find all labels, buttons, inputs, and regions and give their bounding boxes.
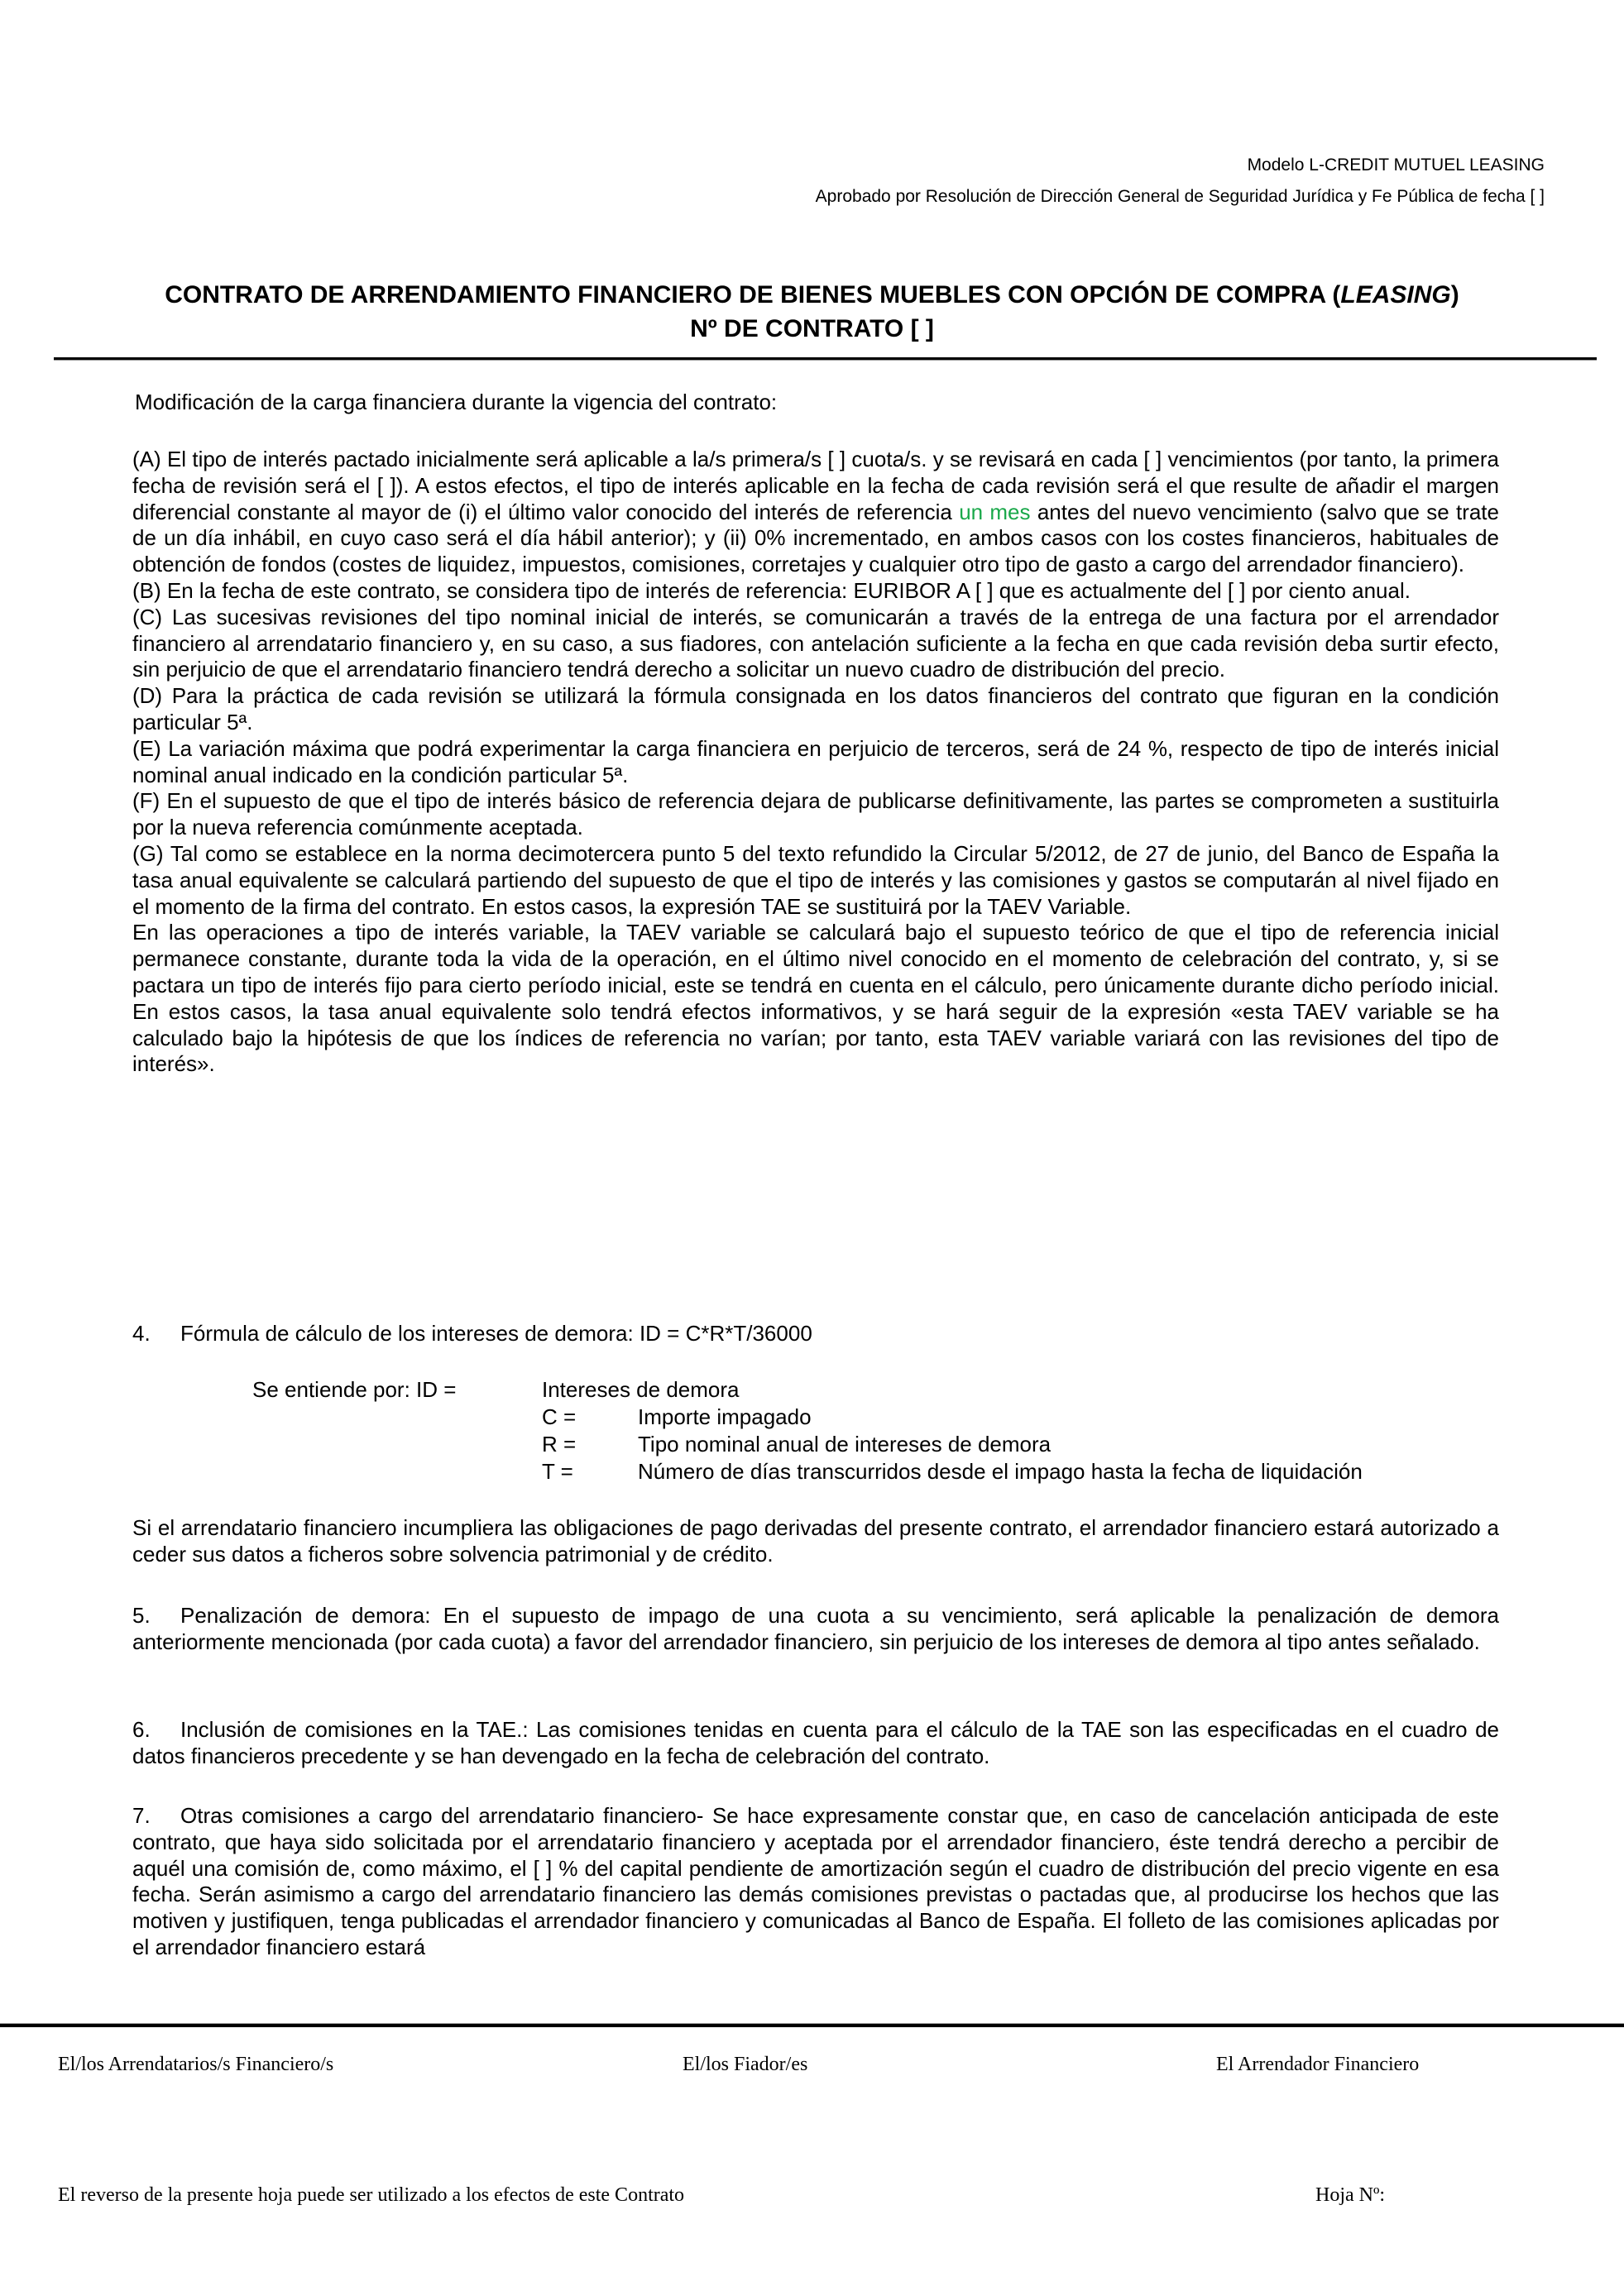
definition-row [252,1431,1363,1458]
item-7-other-fees [132,1803,1499,1961]
header-divider [54,357,1597,361]
item-6-tae [132,1717,1499,1770]
clause-e: (E) La variación máxima que podrá experimentar la carga financiera en perjuicio de terceros, será de 24 %, respecto de tipo de interés inicial nominal anual indicado en la condición particular 5ª. [132,735,1499,787]
spacer [252,1404,542,1431]
item-number: 5. [132,1603,151,1628]
signature-lessor-label: El Arrendador Financiero [1216,2054,1420,2075]
item-5-text: Penalización de demora: En el supuesto de impago de una cuota a su vencimiento, será aplicable la penalización de demora anteriormente mencionada (por cada cuota) a favor del arrendador financiero, sin perjuicio de los intereses de demora al tipo antes señalado. [132,1603,1499,1654]
clause-c: (C) Las sucesivas revisiones del tipo nominal inicial de interés, se comunicarán a través de la entrega de una factura por el arrendador financiero al arrendatario financiero y, en su caso, a sus fiadores, con antelación suficiente a la fecha en que cada revisión deba surtir efecto, sin perjuicio de que el arrendatario financiero tendrá derecho a solicitar un nuevo cuadro de distribución del precio. [132,604,1499,682]
signature-guarantor-label: El/los Fiador/es [683,2054,808,2075]
definition-symbol: C = [542,1404,577,1429]
clause-d: (D) Para la práctica de cada revisión se utilizará la fórmula consignada en los datos financieros del contrato que figuran en la condición particular 5ª. [132,683,1499,734]
clause-taev: En las operaciones a tipo de interés variable, la TAEV variable se calculará bajo el supuesto teórico de que el tipo de referencia inicial permanece constante, durante toda la vida de la operación, en el último nivel conocido en el momento de celebración del contrato, y, si se pactara un tipo de interés fijo para cierto período inicial, este se tendrá en cuenta en el cálculo, pero únicamente durante dicho período inicial. En estos casos, la tasa anual equivalente solo tendrá efectos informativos, y se hará seguir de la expresión «esta TAEV variable se ha calculado bajo la hipótesis de que los índices de referencia no varían; por tanto, esta TAEV variable variará con las revisiones del tipo de interés». [132,920,1499,1077]
formula-definitions [252,1376,1363,1485]
highlighted-text-un-mes: un mes [959,499,1031,524]
data-sharing-paragraph: Si el arrendatario financiero incumpliera las obligaciones de pago derivadas del presente contrato, el arrendador financiero estará autorizado a ceder sus datos a ficheros sobre solvencia patrimonial y de crédito. [132,1515,1499,1567]
item-7-text: Otras comisiones a cargo del arrendatario financiero- Se hace expresamente constar que, en caso de cancelación anticipada de este contrato, que haya sido solicitada por el arrendatario financiero y aceptada por el arrendador financiero, éste tendrá derecho a percibir de aquél una comisión de, como máximo, el [ ] % del capital pendiente de amortización según el cuadro de distribución del precio vigente en esa fecha. Serán asimismo a cargo del arrendatario financiero las demás comisiones previstas o pactadas que, al producirse los hechos que las motiven y justifiquen, tenga publicadas el arrendador financiero y comunicadas al Banco de España. El folleto de las comisiones aplicadas por el arrendador financiero estará [132,1803,1499,1959]
contract-number: Nº DE CONTRATO [ ] [690,315,934,342]
definition-desc: Número de días transcurridos desde el impago hasta la fecha de liquidación [638,1459,1363,1484]
approval-note: Aprobado por Resolución de Dirección General de Seguridad Jurídica y Fe Pública de fecha [ ] [815,187,1545,206]
spacer [252,1458,542,1485]
definitions-lead: Se entiende por: ID = [252,1377,457,1402]
title-italic-leasing: LEASING [1340,281,1451,309]
contract-title [50,278,1574,346]
title-suffix: ) [1450,281,1459,309]
definition-desc: Intereses de demora [542,1377,740,1402]
clause-a [132,447,1499,578]
item-number: 6. [132,1717,151,1742]
signature-lessee-label: El/los Arrendatarios/s Financiero/s [58,2054,334,2075]
clause-b: (B) En la fecha de este contrato, se considera tipo de interés de referencia: EURIBOR A [ ] que es actualmente del [ ] por ciento anual. [132,577,1411,603]
definition-desc: Tipo nominal anual de intereses de demora [638,1432,1052,1457]
definition-desc: Importe impagado [638,1404,812,1429]
definition-row [252,1404,1363,1431]
clause-g: (G) Tal como se establece en la norma decimotercera punto 5 del texto refundido la Circular 5/2012, de 27 de junio, del Banco de España la tasa anual equivalente se calculará partiendo del supuesto de que el tipo de interés y las comisiones y gastos se computarán al nivel fijado en el momento de la firma del contrato. En estos casos, la expresión TAE se sustituirá por la TAEV Variable. [132,840,1499,919]
model-label: Modelo L-CREDIT MUTUEL LEASING [1247,155,1545,175]
definition-symbol: R = [542,1432,577,1457]
spacer [252,1431,542,1458]
clause-f: (F) En el supuesto de que el tipo de interés básico de referencia dejara de publicarse definitivamente, las partes se comprometen a sustituirla por la nueva referencia comúnmente aceptada. [132,788,1499,840]
reverse-side-note: El reverso de la presente hoja puede ser utilizado a los efectos de este Contrato [58,2184,685,2206]
sheet-number-label: Hoja Nº: [1315,2184,1386,2206]
interest-modification-clauses [132,447,1499,1078]
title-prefix: CONTRATO DE ARRENDAMIENTO FINANCIERO DE BIENES MUEBLES CON OPCIÓN DE COMPRA ( [165,281,1341,309]
section-heading: Modificación de la carga financiera durante la vigencia del contrato: [135,390,778,414]
item-number: 4. [132,1321,151,1346]
clause-a-text-1: (A) El tipo de interés pactado inicialmente será aplicable a la/s primera/s [ ] cuota/s. y se revisará en cada [ ] vencimientos (por tanto, la primera fecha de revisión será el [ ]). A estos efectos, el tipo de interés aplicable en la fecha de cada revisión será el que resulte de añadir el margen diferencial constante al mayor de (i) el último valor conocido del interés de referencia [132,447,1499,524]
definition-symbol: T = [542,1459,573,1484]
item-4-formula [132,1320,812,1347]
definition-row [252,1376,1363,1404]
footer-divider [0,2023,1624,2027]
item-5-penalty [132,1603,1499,1656]
item-number: 7. [132,1803,151,1828]
title-line-1 [50,278,1574,312]
clause-a-text-2: antes del nuevo vencimiento (salvo que se trate de un día inhábil, en cuyo caso será el día hábil anterior); y (ii) 0% incrementado, en ambos casos con los costes financieros, habituales de obtención de fondos (costes de liquidez, impuestos, comisiones, corretajes y cualquier otro tipo de gasto a cargo del arrendador financiero). [132,499,1499,577]
definition-row [252,1458,1363,1485]
item-4-text: Fórmula de cálculo de los intereses de demora: ID = C*R*T/36000 [180,1321,812,1346]
item-6-text: Inclusión de comisiones en la TAE.: Las comisiones tenidas en cuenta para el cálculo de la TAE son las especificadas en el cuadro de datos financieros precedente y se han devengado en la fecha de celebración del contrato. [132,1717,1499,1768]
